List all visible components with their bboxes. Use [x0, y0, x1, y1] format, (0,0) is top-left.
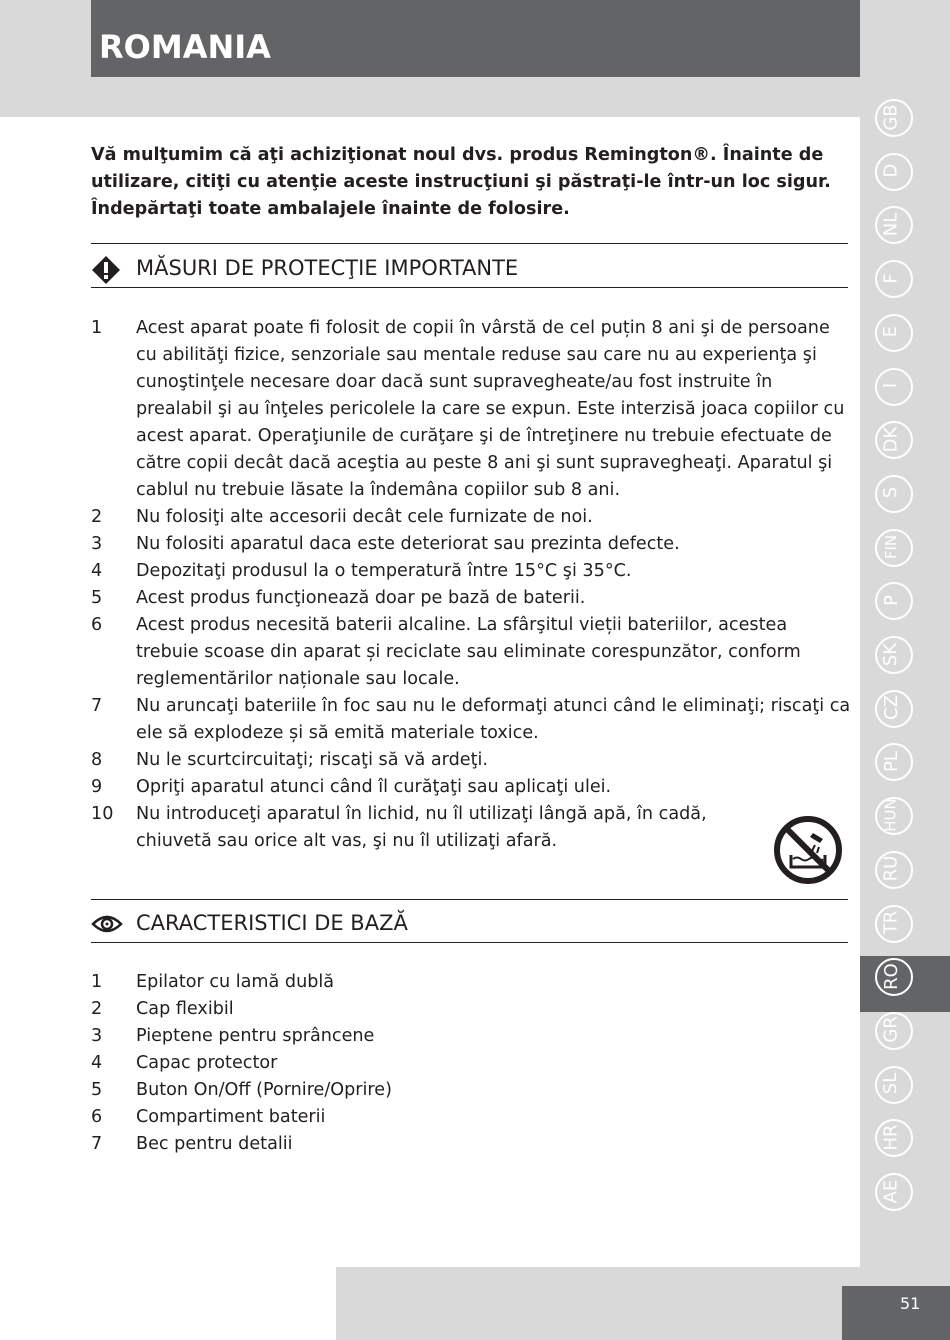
- language-code: D: [880, 163, 902, 178]
- item-text: Acest produs necesită baterii alcaline. La sfârşitul vieții bateriilor, acestea trebuie scoase din aparat și reciclate sau eliminate corespunzător, conform reglementărilor naționale sau locale.: [136, 615, 801, 689]
- item-number: 9: [91, 777, 103, 797]
- item-number: 3: [91, 534, 103, 554]
- item-text: Nu folosiţi alte accesorii decât cele furnizate de noi.: [136, 507, 593, 527]
- intro-text: Vă mulţumim că aţi achiziţionat noul dvs. produs Remington®. Înainte de utilizare, citiţi cu atenţie aceste instrucţiuni şi păstraţi-le într-un loc sigur. Îndepărtaţi toate ambalajele înainte de folosire.: [91, 145, 831, 219]
- item-number: 10: [91, 804, 114, 824]
- language-tab-d[interactable]: [870, 148, 916, 194]
- item-number: 4: [91, 1053, 103, 1073]
- list-item: [91, 969, 851, 996]
- item-number: 3: [91, 1026, 103, 1046]
- section-rule: [91, 287, 848, 288]
- safety-title: MĂSURI DE PROTECŢIE IMPORTANTE: [136, 256, 519, 280]
- item-number: 5: [91, 1080, 103, 1100]
- header-bar: [91, 0, 860, 77]
- language-tab-cz[interactable]: [870, 685, 916, 731]
- item-text: Epilator cu lamă dublă: [136, 972, 335, 992]
- features-section-header: [91, 902, 848, 946]
- language-tab-nl[interactable]: [870, 201, 916, 247]
- language-tab-sk[interactable]: [870, 631, 916, 677]
- item-text: Capac protector: [136, 1053, 278, 1073]
- language-tab-pl[interactable]: [870, 738, 916, 784]
- item-number: 2: [91, 999, 103, 1019]
- language-tab-hr[interactable]: [870, 1114, 916, 1160]
- language-tab-dk[interactable]: [870, 416, 916, 462]
- language-code: CZ: [880, 695, 902, 721]
- language-code: S: [880, 487, 902, 499]
- item-text: Nu introduceţi aparatul în lichid, nu îl utilizaţi lângă apă, în cadă, chiuvetă sau orice alt vas, şi nu îl utilizaţi afară.: [136, 804, 707, 851]
- page-number: 51: [900, 1294, 921, 1313]
- item-number: 4: [91, 561, 103, 581]
- list-item: [91, 1077, 851, 1104]
- language-code: HUN: [881, 798, 900, 832]
- language-code: PL: [880, 750, 902, 772]
- section-rule: [91, 899, 848, 900]
- features-list: [91, 969, 851, 1158]
- list-item: [91, 531, 851, 558]
- language-tab-hun[interactable]: [870, 792, 916, 838]
- item-number: 6: [91, 1107, 103, 1127]
- language-code: TR: [880, 910, 902, 935]
- list-item: [91, 1104, 851, 1131]
- language-code: NL: [880, 212, 902, 237]
- list-item: [91, 996, 851, 1023]
- item-number: 7: [91, 1134, 103, 1154]
- footer-left-block: [0, 1267, 336, 1340]
- language-code: FIN: [882, 534, 900, 559]
- item-number: 1: [91, 318, 103, 338]
- item-text: Nu folositi aparatul daca este deteriorat sau prezinta defecte.: [136, 534, 680, 554]
- item-text: Opriţi aparatul atunci când îl curăţaţi sau aplicaţi ulei.: [136, 777, 612, 797]
- footer-page-tab: [842, 1286, 950, 1340]
- language-code: GR: [880, 1016, 902, 1044]
- language-tab-sl[interactable]: [870, 1061, 916, 1107]
- item-text: Buton On/Off (Pornire/Oprire): [136, 1080, 392, 1100]
- item-text: Bec pentru detalii: [136, 1134, 293, 1154]
- warning-diamond-icon: [91, 255, 121, 290]
- eye-icon: [91, 912, 123, 941]
- list-item: [91, 693, 851, 747]
- item-number: 2: [91, 507, 103, 527]
- section-rule: [91, 942, 848, 943]
- language-tab-e[interactable]: [870, 309, 916, 355]
- list-item: [91, 585, 851, 612]
- language-code: RU: [880, 855, 902, 882]
- features-title: CARACTERISTICI DE BAZĂ: [136, 911, 408, 935]
- language-tab-f[interactable]: [870, 255, 916, 301]
- list-item: [91, 747, 851, 774]
- section-rule: [91, 243, 848, 244]
- list-item: [91, 558, 851, 585]
- language-tab-gb[interactable]: [870, 94, 916, 140]
- list-item: [91, 774, 851, 801]
- list-item: [91, 504, 851, 531]
- item-text: Acest aparat poate fi folosit de copii în vârstă de cel puțin 8 ani şi de persoane cu abilităţi fizice, senzoriale sau mentale reduse sau care nu au experienţa şi cunoştinţele necesare doar dacă sunt supravegheate/au fost instruite în prealabil şi au înţeles pericolele la care se expun. Este interzisă joaca copiilor cu acest aparat. Operaţiunile de curăţare şi de întreţinere nu trebuie efectuate de către copii decât dacă aceştia au peste 8 ani şi sunt supravegheaţi. Aparatul şi cablul nu trebuie lăsate la îndemâna copiilor sub 8 ani.: [136, 318, 845, 500]
- language-tab-tr[interactable]: [870, 900, 916, 946]
- language-tab-ru[interactable]: [870, 846, 916, 892]
- language-tab-ro[interactable]: [870, 953, 916, 999]
- language-tab-s[interactable]: [870, 470, 916, 516]
- language-code: SK: [880, 642, 902, 666]
- item-number: 7: [91, 696, 103, 716]
- language-tab-i[interactable]: [870, 363, 916, 409]
- language-code: DK: [880, 426, 902, 453]
- item-number: 5: [91, 588, 103, 608]
- item-text: Depozitaţi produsul la o temperatură între 15°C şi 35°C.: [136, 561, 632, 581]
- item-number: 6: [91, 615, 103, 635]
- language-code: AE: [880, 1179, 902, 1203]
- language-tab-ae[interactable]: [870, 1168, 916, 1214]
- list-item: [91, 1131, 851, 1158]
- language-code: GB: [880, 103, 902, 131]
- item-text: Compartiment baterii: [136, 1107, 326, 1127]
- language-code: I: [880, 382, 902, 389]
- no-water-bath-icon: [773, 815, 843, 885]
- item-text: Nu aruncaţi bateriile în foc sau nu le deformaţi atunci când le eliminaţi; riscaţi ca ele să explodeze și să emită materiale toxice.: [136, 696, 851, 743]
- language-code: P: [880, 594, 902, 606]
- item-text: Cap flexibil: [136, 999, 234, 1019]
- language-code: F: [880, 272, 902, 284]
- language-code: SL: [880, 1072, 902, 1095]
- language-code: E: [880, 326, 902, 338]
- item-text: Pieptene pentru sprâncene: [136, 1026, 375, 1046]
- list-item: [91, 1050, 851, 1077]
- language-tab-fin[interactable]: [870, 524, 916, 570]
- item-text: Nu le scurtcircuitaţi; riscaţi să vă ardeţi.: [136, 750, 488, 770]
- page-title: ROMANIA: [99, 28, 271, 66]
- list-item: [91, 315, 851, 504]
- safety-section-header: [91, 247, 848, 291]
- language-code: HR: [880, 1124, 902, 1151]
- language-tab-p[interactable]: [870, 577, 916, 623]
- list-item: [91, 1023, 851, 1050]
- list-item: [91, 801, 851, 855]
- safety-list: [91, 315, 851, 855]
- list-item: [91, 612, 851, 693]
- item-text: Acest produs funcţionează doar pe bază de baterii.: [136, 588, 586, 608]
- language-tab-gr[interactable]: [870, 1007, 916, 1053]
- item-number: 1: [91, 972, 103, 992]
- language-code: RO: [880, 962, 902, 990]
- item-number: 8: [91, 750, 103, 770]
